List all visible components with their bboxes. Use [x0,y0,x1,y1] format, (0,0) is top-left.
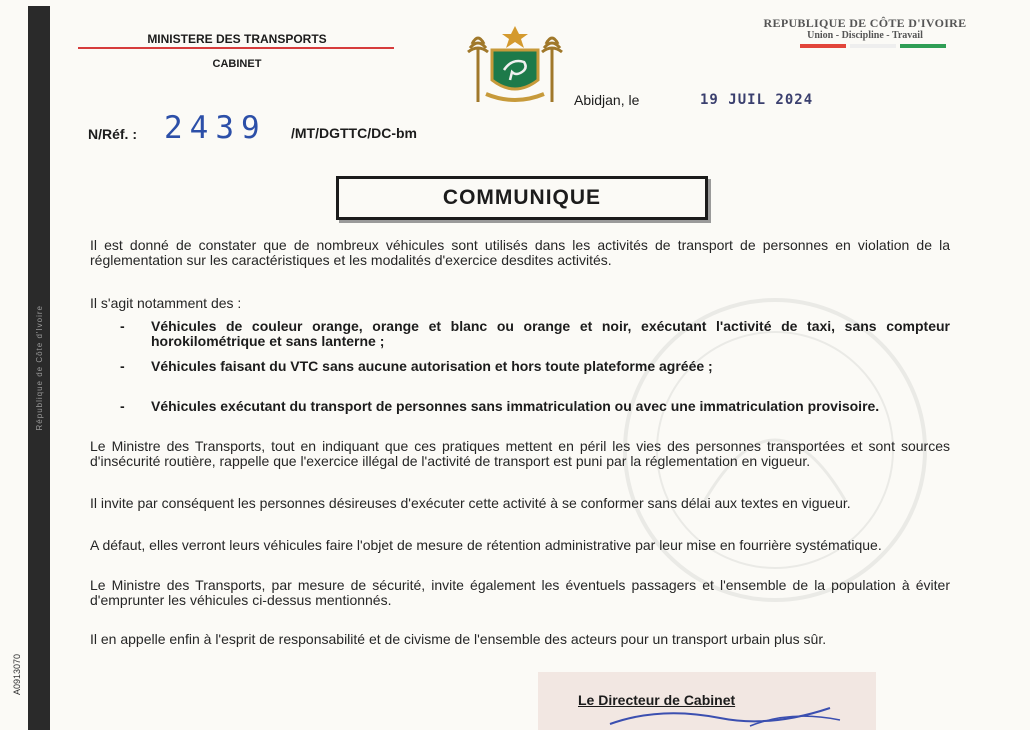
list-dash: - [120,318,125,334]
lead-paragraph: Il s'agit notamment des : [90,295,242,311]
date-stamp: 19 JUIL 2024 [700,92,814,108]
republic-name: REPUBLIQUE DE CÔTE D'IVOIRE [763,16,967,30]
ministry-underline [78,47,394,49]
communique-title-box [336,176,708,220]
communique-title: COMMUNIQUE [442,186,602,209]
list-dash: - [120,358,125,374]
list-item-text: Véhicules faisant du VTC sans aucune autorisation et hors toute plateforme agréée ; [151,358,713,374]
signatory-title: Le Directeur de Cabinet [578,692,736,708]
signature-mark [600,700,850,730]
list-dash: - [120,398,125,414]
minister-paragraph: Le Ministre des Transports, tout en indiquant que ces pratiques mettent en péril les vies des personnes transportées et sont sources d'insécurité routière, rappelle que l'exercice illégal de l'activité de transport est puni par la réglementation en vigueur. [90,438,950,469]
margin-strip-text: République de Côte d'Ivoire [34,305,44,431]
national-motto: Union - Discipline - Travail [807,30,923,41]
reference-number: 2439 [164,110,267,146]
security-paragraph: Le Ministre des Transports, par mesure de sécurité, invite également les éventuels passagers et l'ensemble de la population à éviter d'emprunter les véhicules ci-dessus mentionnés. [90,577,950,608]
intro-paragraph: Il est donné de constater que de nombreux véhicules sont utilisés dans les activités de transport de personnes en violation de la réglementation sur les caractéristiques et les modalités d'exercice desdites activités. [90,237,950,268]
list-item-text: Véhicules de couleur orange, orange et blanc ou orange et noir, exécutant l'activité de taxi, sans compteur horokilométrique et sans lanterne ; [151,318,950,349]
serial-number: A0913070 [12,654,22,696]
default-paragraph: A défaut, elles verront leurs véhicules faire l'objet de mesure de rétention administrative par leur mise en fourrière systématique. [90,537,882,553]
reference-suffix: /MT/DGTTC/DC-bm [291,125,417,141]
flag-stripe-orange [800,44,846,48]
list-item-text: Véhicules exécutant du transport de personnes sans immatriculation ou avec une immatriculation provisoire. [151,398,880,414]
date-label: Abidjan, le [574,92,640,108]
invite-paragraph: Il invite par conséquent les personnes désireuses d'exécuter cette activité à se conformer sans délai aux textes en vigueur. [90,495,851,511]
flag-stripe-green [900,44,946,48]
flag-stripe-white [850,44,896,48]
ministry-name: MINISTERE DES TRANSPORTS [147,32,327,46]
closing-paragraph: Il en appelle enfin à l'esprit de responsabilité et de civisme de l'ensemble des acteurs pour un transport urbain plus sûr. [90,631,827,647]
cabinet-label: CABINET [212,58,262,70]
reference-label: N/Réf. : [88,126,137,142]
coat-of-arms-icon [442,22,588,106]
